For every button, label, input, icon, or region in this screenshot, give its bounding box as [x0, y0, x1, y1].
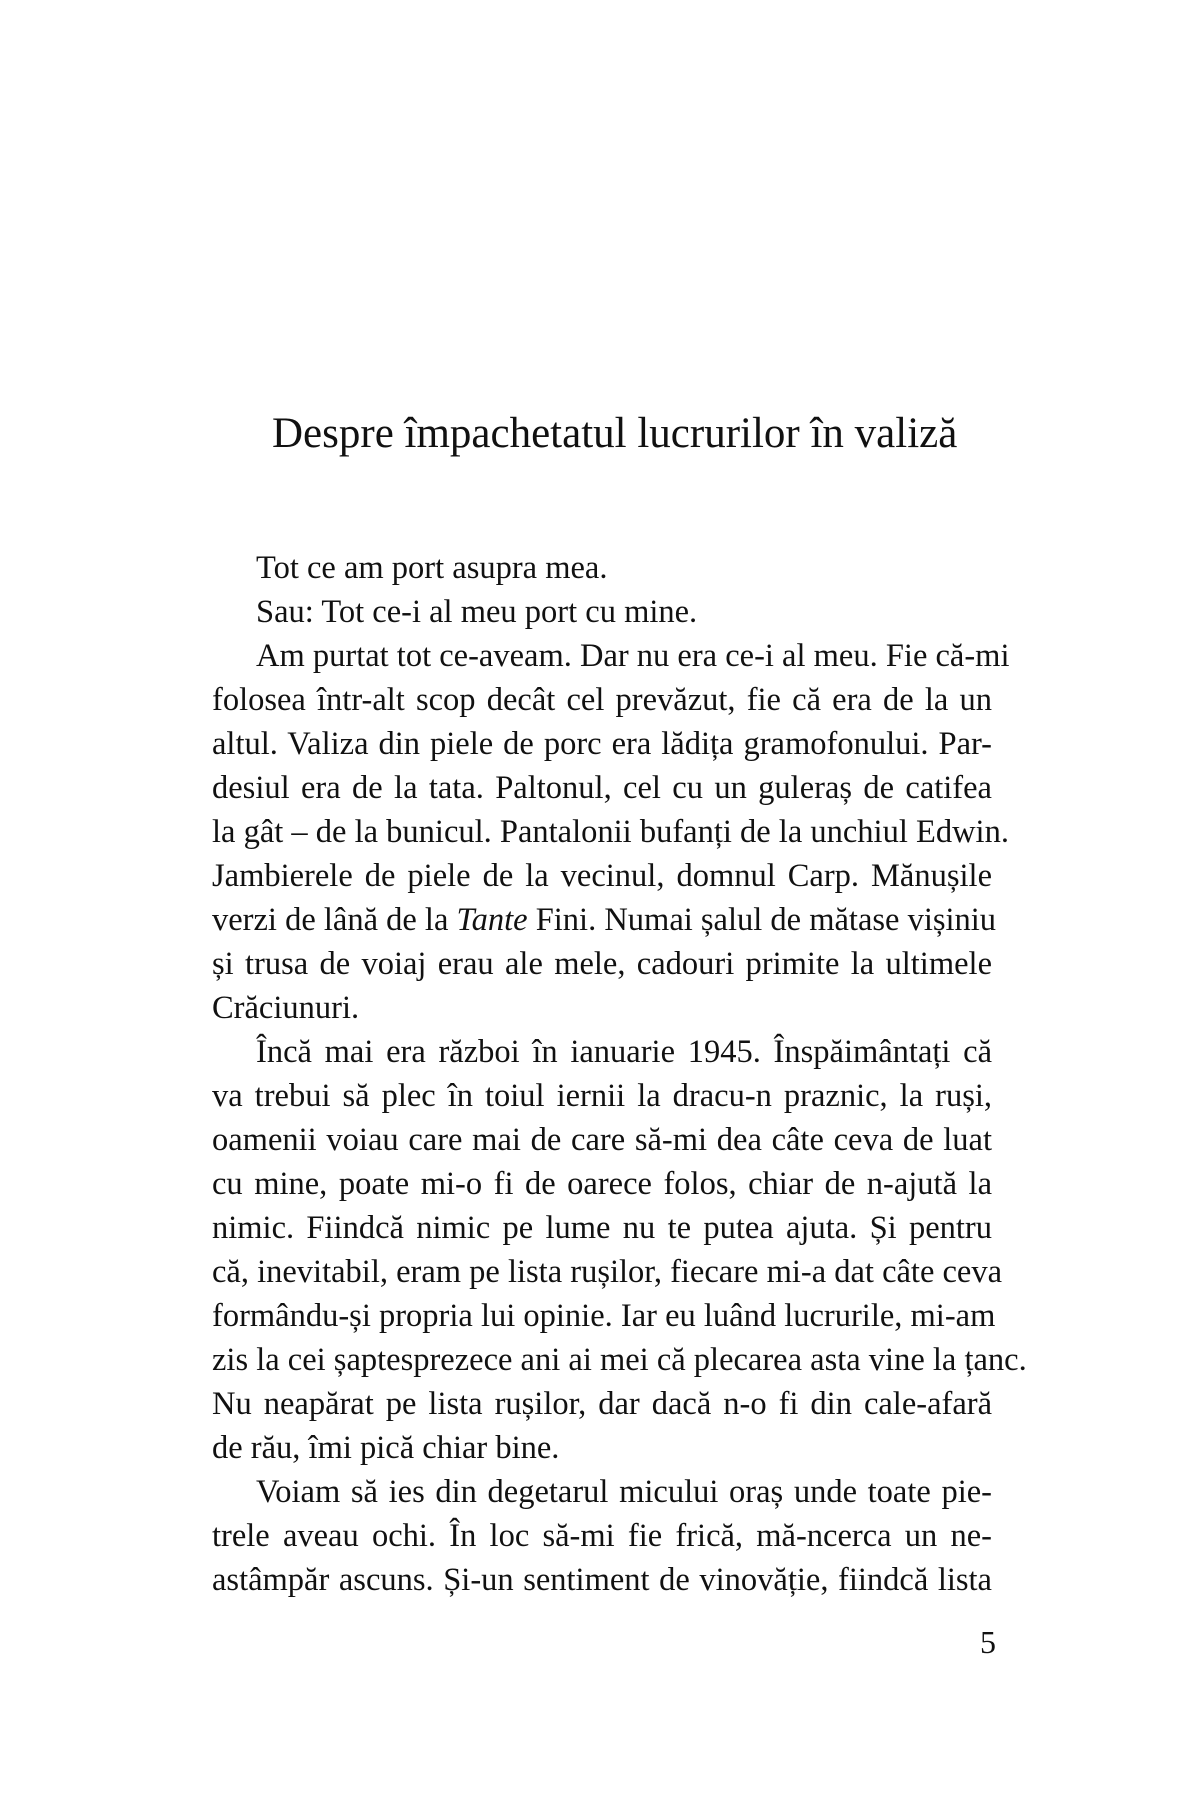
- text-line: folosea într-alt scop decât cel prevăzut, fie că era de la un: [212, 682, 992, 718]
- text-line: Jambierele de piele de la vecinul, domnul Carp. Mănușile: [212, 858, 992, 894]
- text-line: că, inevitabil, eram pe lista rușilor, fiecare mi-a dat câte ceva: [212, 1254, 1003, 1290]
- text-line: cu mine, poate mi-o fi de oarece folos, chiar de n-ajută la: [212, 1166, 992, 1202]
- text-line: Sau: Tot ce-i al meu port cu mine.: [256, 594, 698, 630]
- text-line: de rău, îmi pică chiar bine.: [212, 1430, 560, 1466]
- text-line: Am purtat tot ce-aveam. Dar nu era ce-i al meu. Fie că-mi: [256, 638, 1010, 674]
- text-line: altul. Valiza din piele de porc era lădița gramofonului. Par-: [212, 726, 992, 762]
- text-line: zis la cei șaptesprezece ani ai mei că plecarea asta vine la țanc.: [212, 1342, 1027, 1378]
- text-line: formându-și propria lui opinie. Iar eu luând lucrurile, mi-am: [212, 1298, 996, 1334]
- text-line: Nu neapărat pe lista rușilor, dar dacă n-o fi din cale-afară: [212, 1386, 992, 1422]
- text-line: astâmpăr ascuns. Și-un sentiment de vinovăție, fiindcă lista: [212, 1562, 992, 1598]
- text-line: Tot ce am port asupra mea.: [256, 550, 608, 586]
- text-line: verzi de lână de la Tante Fini. Numai șalul de mătase vișiniu: [212, 902, 997, 938]
- text-line: va trebui să plec în toiul iernii la dracu-n praznic, la ruși,: [212, 1078, 992, 1114]
- text-line: oamenii voiau care mai de care să-mi dea câte ceva de luat: [212, 1122, 992, 1158]
- text-line: nimic. Fiindcă nimic pe lume nu te putea ajuta. Și pentru: [212, 1210, 992, 1246]
- body-text: [212, 546, 1027, 1602]
- text-line: Încă mai era război în ianuarie 1945. Înspăimântați că: [256, 1034, 992, 1070]
- text-line: și trusa de voiaj erau ale mele, cadouri primite la ultimele: [212, 946, 992, 982]
- text-line: la gât – de la bunicul. Pantalonii bufanți de la unchiul Edwin.: [212, 814, 1009, 850]
- page-number: 5: [980, 1624, 996, 1660]
- text-line: trele aveau ochi. În loc să-mi fie frică, mă-ncerca un ne-: [212, 1518, 992, 1554]
- text-line: Voiam să ies din degetarul micului oraș unde toate pie-: [256, 1474, 992, 1510]
- text-line: Crăciunuri.: [212, 990, 360, 1026]
- text-line: desiul era de la tata. Paltonul, cel cu un guleraș de catifea: [212, 770, 992, 806]
- chapter-title: Despre împachetatul lucrurilor în valiză: [272, 410, 958, 457]
